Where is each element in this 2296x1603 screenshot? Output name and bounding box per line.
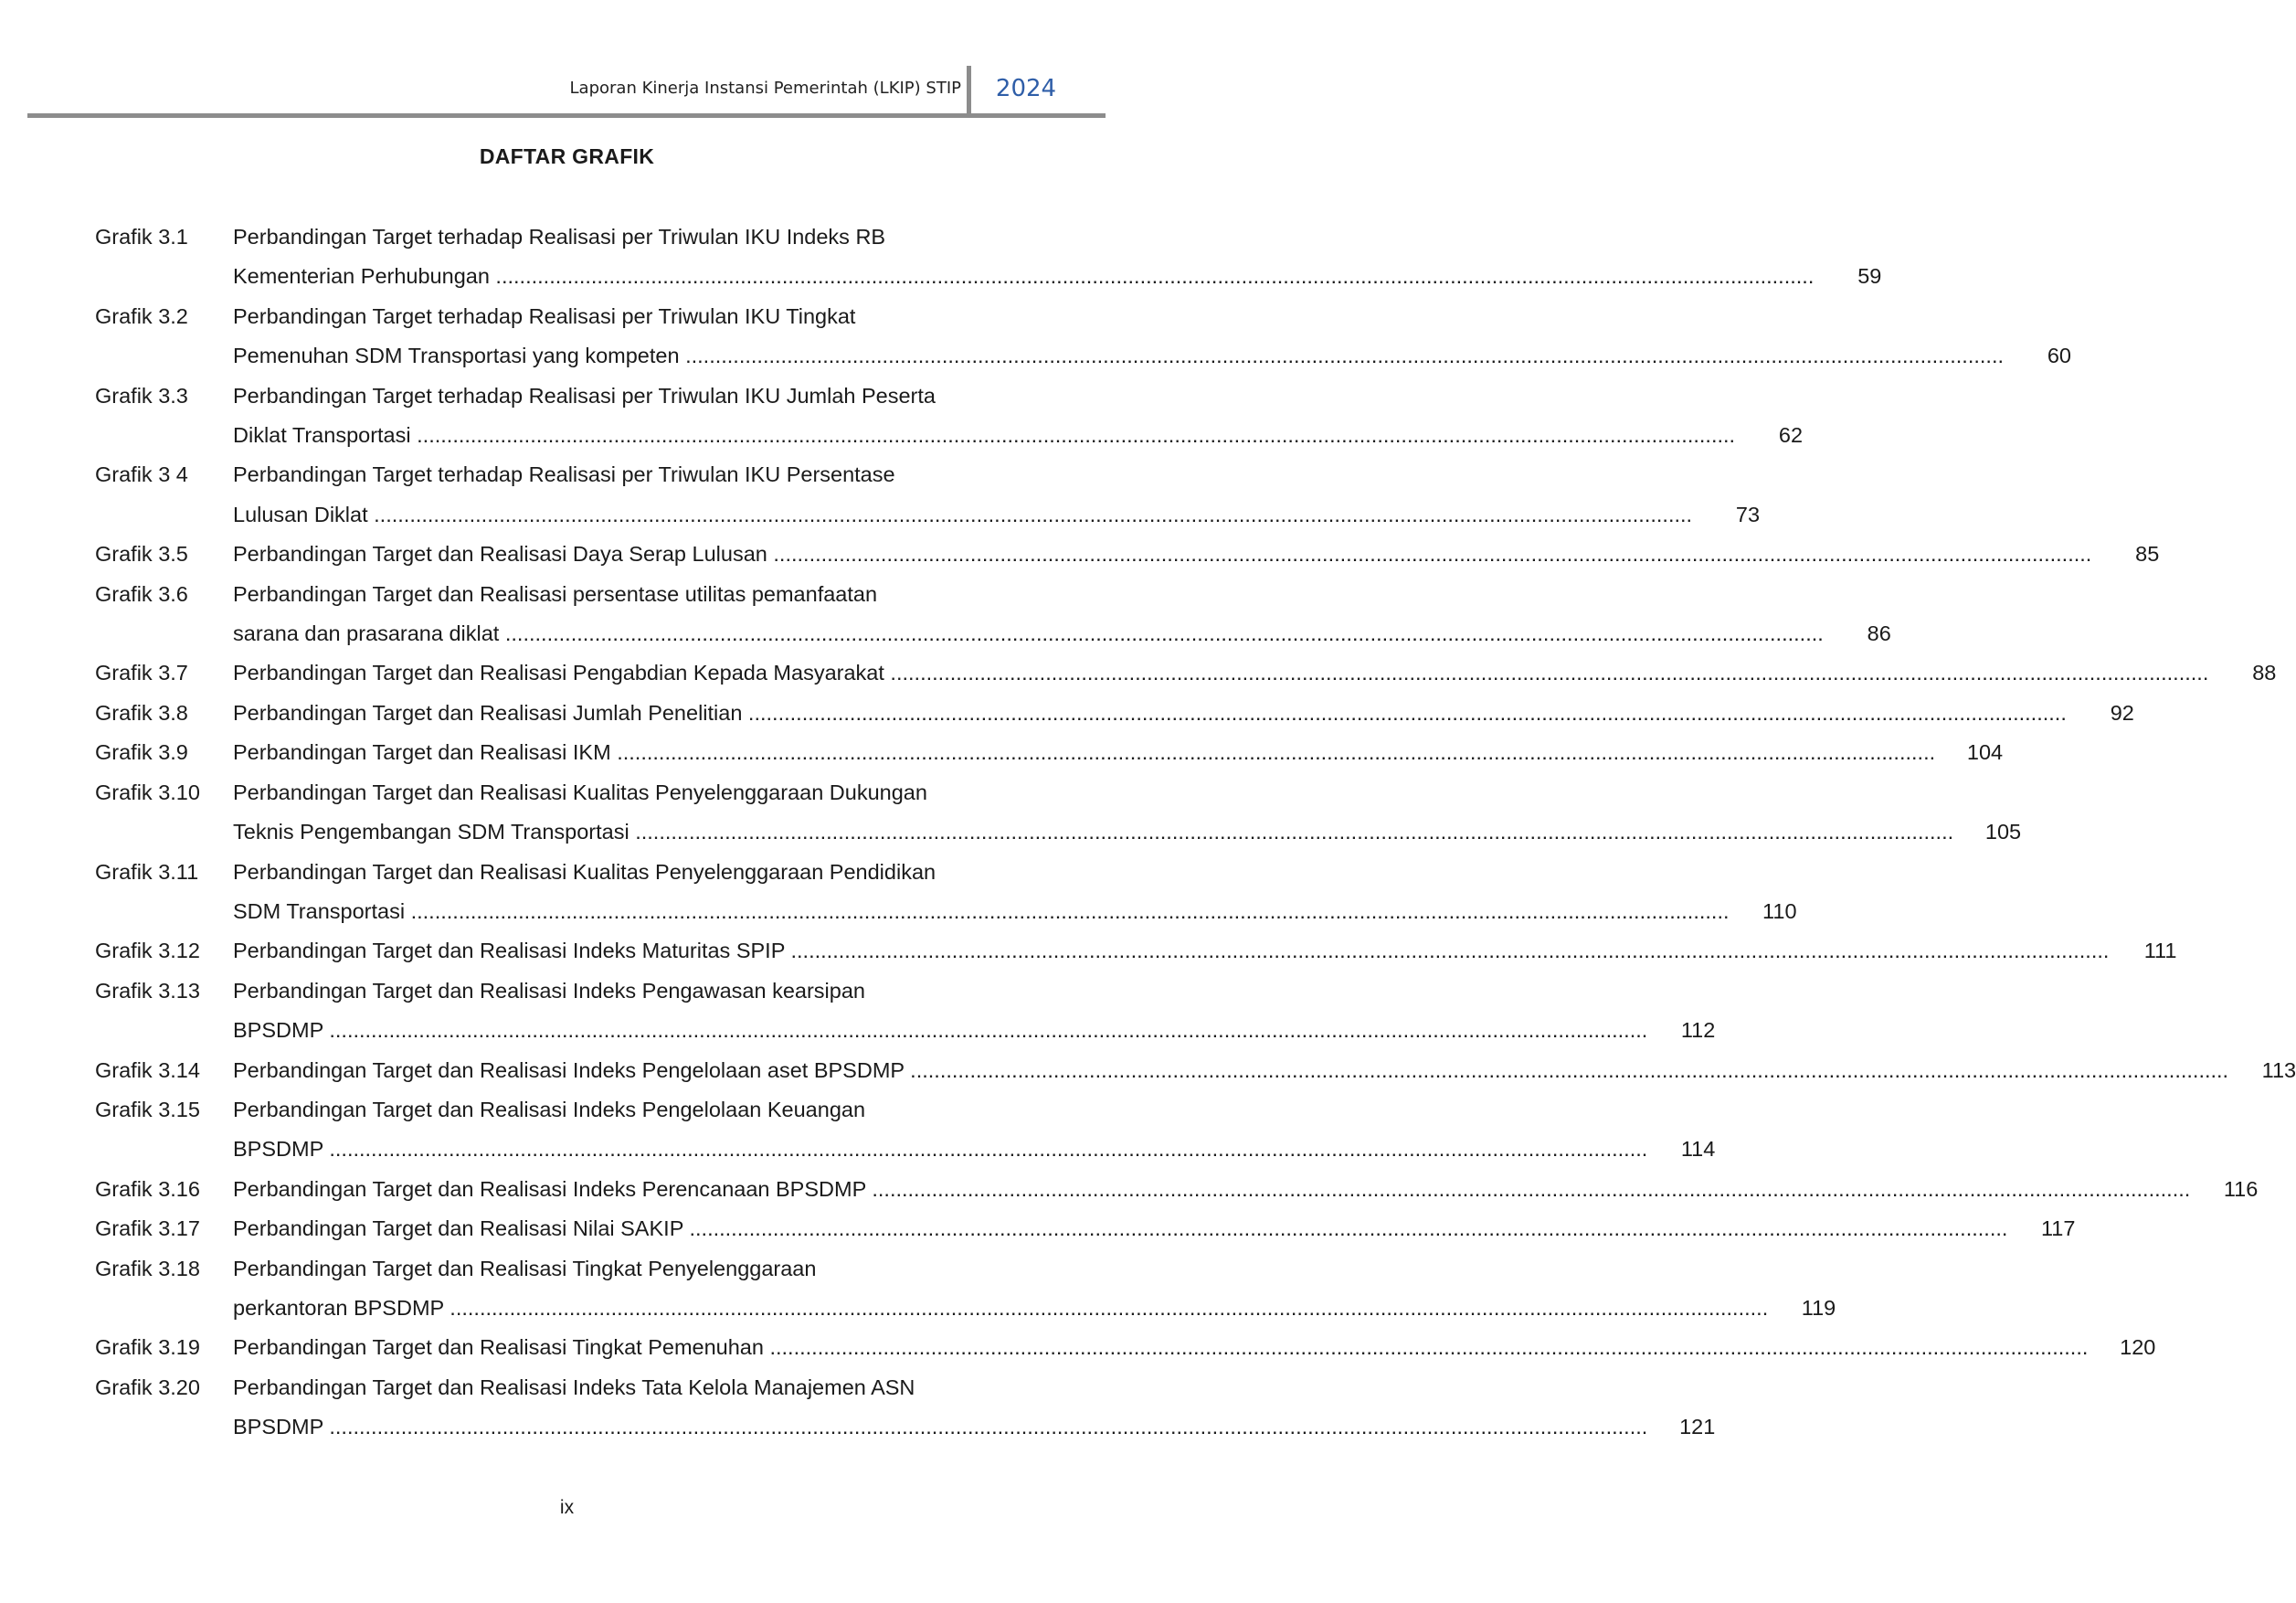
- toc-list: [95, 218, 2296, 1448]
- toc-entry-title-line: Perbandingan Target dan Realisasi Kualitas Penyelenggaraan Dukungan: [233, 780, 927, 804]
- toc-entry-label: Grafik 3.5: [95, 542, 188, 567]
- toc-entry-title-line: Perbandingan Target dan Realisasi Tingkat Penyelenggaraan: [233, 1256, 817, 1280]
- report-header-title: Laporan Kinerja Instansi Pemerintah (LKIP) STIP: [569, 79, 961, 98]
- toc-entry-last-line: [233, 1051, 2296, 1090]
- toc-entry-title-line: Perbandingan Target dan Realisasi Indeks Pengelolaan Keuangan: [233, 1097, 866, 1121]
- toc-entry-label: Grafik 3.2: [95, 303, 188, 328]
- toc-entry-page: 112: [1680, 1018, 1716, 1043]
- toc-entry-title-end: perkantoran BPSDMP .....: [233, 1289, 1768, 1328]
- header-divider: [967, 66, 971, 117]
- toc-entry-label: Grafik 3.11: [95, 859, 199, 884]
- toc-entry-last-line: [233, 812, 2021, 852]
- toc-entry-label: Grafik 3.15: [95, 1097, 200, 1121]
- toc-entry[interactable]: [95, 971, 1716, 1051]
- toc-entry-title-line: Perbandingan Target dan Realisasi Kualitas Penyelenggaraan Pendidikan: [233, 859, 936, 884]
- toc-entry-page: 117: [2040, 1216, 2076, 1241]
- toc-entry-last-line: [233, 694, 2134, 733]
- toc-entry-label: Grafik 3.10: [95, 780, 200, 804]
- toc-entry-title-end: Teknis Pengembangan SDM Transportasi .....: [233, 812, 1953, 852]
- toc-entry[interactable]: [95, 377, 1804, 456]
- toc-entry-label: Grafik 3.6: [95, 581, 188, 606]
- toc-entry-last-line: [233, 1407, 1715, 1447]
- toc-entry-last-line: [233, 1328, 2155, 1367]
- toc-entry-label: Grafik 3.7: [95, 661, 188, 685]
- toc-entry-title-end: BPSDMP .....: [233, 1130, 1647, 1169]
- toc-entry-label: Grafik 3.18: [95, 1256, 200, 1280]
- toc-entry-last-line: [233, 614, 1891, 653]
- toc-entry[interactable]: [95, 535, 2160, 574]
- toc-entry-label: Grafik 3.9: [95, 740, 188, 765]
- toc-entry-body: [233, 1249, 1836, 1329]
- toc-entry[interactable]: [95, 218, 1882, 297]
- toc-entry-label: Grafik 3.13: [95, 978, 200, 1003]
- toc-entry-label: Grafik 3.16: [95, 1176, 200, 1201]
- toc-entry-title-line: Perbandingan Target terhadap Realisasi per Triwulan IKU Indeks RB: [233, 225, 886, 249]
- toc-entry[interactable]: [95, 1209, 2076, 1248]
- toc-entry-last-line: [233, 733, 2003, 772]
- toc-entry-label: Grafik 3.14: [95, 1057, 200, 1082]
- toc-entry-title-end: Kementerian Perhubungan .....: [233, 257, 1814, 296]
- toc-entry-title-end: Diklat Transportasi .....: [233, 416, 1735, 455]
- toc-entry[interactable]: [95, 575, 1891, 654]
- toc-entry-page: 119: [1801, 1295, 1836, 1320]
- toc-entry-title-end: BPSDMP .....: [233, 1407, 1647, 1447]
- toc-entry-title-line: Perbandingan Target dan Realisasi Indeks Tata Kelola Manajemen ASN: [233, 1375, 915, 1399]
- toc-entry[interactable]: [95, 1368, 1716, 1448]
- toc-entry-page: 62: [1778, 423, 1804, 448]
- toc-entry-label: Grafik 3.19: [95, 1335, 200, 1360]
- toc-entry-page: 85: [2135, 542, 2160, 567]
- toc-entry-title-line: Perbandingan Target dan Realisasi Indeks Pengawasan kearsipan: [233, 978, 865, 1003]
- toc-entry[interactable]: [95, 297, 2071, 377]
- toc-entry-last-line: [233, 336, 2071, 376]
- toc-entry-last-line: [233, 1170, 2258, 1209]
- toc-entry-label: Grafik 3.8: [95, 700, 188, 725]
- toc-entry-title-end: sarana dan prasarana diklat .....: [233, 614, 1824, 653]
- toc-entry-body: [233, 1051, 2296, 1090]
- toc-entry-page: 60: [2047, 344, 2071, 368]
- toc-entry-body: [233, 1209, 2075, 1248]
- toc-entry-last-line: [233, 653, 2276, 693]
- report-year: 2024: [995, 75, 1057, 102]
- toc-entry-last-line: [233, 535, 2159, 574]
- toc-entry-page: 86: [1867, 621, 1891, 646]
- toc-entry-page: 120: [2120, 1335, 2156, 1360]
- toc-entry-label: Grafik 3 4: [95, 462, 188, 487]
- toc-entry-last-line: [233, 495, 1760, 535]
- toc-entry-last-line: [233, 416, 1803, 455]
- toc-entry[interactable]: [95, 653, 2277, 693]
- toc-entry-title-end: Perbandingan Target dan Realisasi Nilai SAKIP .....: [233, 1209, 2007, 1248]
- toc-entry-label: Grafik 3.1: [95, 225, 188, 249]
- toc-entry-page: 114: [1680, 1137, 1716, 1162]
- toc-entry-body: [233, 575, 1891, 654]
- toc-entry-body: [233, 535, 2159, 574]
- toc-entry-body: [233, 931, 2176, 971]
- toc-entry-title-end: SDM Transportasi .....: [233, 892, 1730, 931]
- page-title: DAFTAR GRAFIK: [479, 144, 655, 168]
- toc-entry[interactable]: [95, 931, 2177, 971]
- toc-entry-label: Grafik 3.12: [95, 939, 200, 963]
- toc-entry-body: [233, 1368, 1715, 1448]
- toc-entry-body: [233, 971, 1715, 1051]
- toc-entry-title-end: Perbandingan Target dan Realisasi Pengabdian Kepada Masyarakat .....: [233, 653, 2208, 693]
- toc-entry-title-end: Perbandingan Target dan Realisasi Daya Serap Lulusan .....: [233, 535, 2091, 574]
- toc-entry-body: [233, 1170, 2258, 1209]
- toc-entry-last-line: [233, 1011, 1715, 1050]
- toc-entry-body: [233, 377, 1803, 456]
- toc-entry-page: 105: [1984, 820, 2022, 844]
- toc-entry-body: [233, 455, 1760, 535]
- toc-entry[interactable]: [95, 1051, 2296, 1090]
- toc-entry-title-end: Perbandingan Target dan Realisasi Tingkat Pemenuhan .....: [233, 1328, 2088, 1367]
- toc-entry[interactable]: [95, 694, 2134, 733]
- toc-entry[interactable]: [95, 853, 1797, 932]
- toc-entry-title-end: Perbandingan Target dan Realisasi Indeks Pengelolaan aset BPSDMP .....: [233, 1051, 2228, 1090]
- toc-entry-page: 88: [2252, 661, 2277, 685]
- toc-entry-body: [233, 694, 2134, 733]
- toc-entry-last-line: [233, 931, 2176, 971]
- header-rule: [27, 113, 1106, 118]
- toc-entry-page: 116: [2223, 1176, 2259, 1201]
- toc-entry-body: [233, 218, 1881, 297]
- toc-entry-last-line: [233, 257, 1881, 296]
- toc-entry-title-end: Perbandingan Target dan Realisasi Indeks Maturitas SPIP .....: [233, 931, 2109, 971]
- toc-entry-body: [233, 1090, 1715, 1170]
- toc-entry-body: [233, 773, 2021, 853]
- toc-entry-page: 113: [2261, 1057, 2296, 1082]
- toc-entry[interactable]: [95, 1090, 1716, 1170]
- toc-entry[interactable]: [95, 1328, 2156, 1367]
- page-number: ix: [559, 1497, 575, 1518]
- toc-entry-body: [233, 853, 1797, 932]
- toc-entry-page: 121: [1679, 1415, 1716, 1439]
- toc-entry-label: Grafik 3.20: [95, 1375, 200, 1399]
- toc-entry-title-line: Perbandingan Target terhadap Realisasi per Triwulan IKU Persentase: [233, 462, 895, 487]
- toc-entry-title-end: Lulusan Diklat .....: [233, 495, 1692, 535]
- toc-entry-title-line: Perbandingan Target terhadap Realisasi per Triwulan IKU Jumlah Peserta: [233, 383, 936, 408]
- toc-entry-title-end: Perbandingan Target dan Realisasi IKM .....: [233, 733, 1935, 772]
- toc-entry-label: Grafik 3.17: [95, 1216, 200, 1241]
- toc-entry-page: 73: [1735, 502, 1761, 526]
- toc-entry-title-line: Perbandingan Target terhadap Realisasi per Triwulan IKU Tingkat: [233, 303, 856, 328]
- toc-entry-title-end: Perbandingan Target dan Realisasi Indeks Perencanaan BPSDMP .....: [233, 1170, 2190, 1209]
- toc-entry-last-line: [233, 1289, 1836, 1328]
- toc-entry-body: [233, 653, 2276, 693]
- toc-entry-page: 110: [1762, 898, 1797, 923]
- toc-entry-label: Grafik 3.3: [95, 383, 188, 408]
- toc-entry[interactable]: [95, 1249, 1836, 1329]
- toc-entry[interactable]: [95, 455, 1761, 535]
- toc-entry-page: 111: [2143, 939, 2177, 963]
- toc-entry-body: [233, 1328, 2155, 1367]
- toc-entry-title-end: Pemenuhan SDM Transportasi yang kompeten .....: [233, 336, 2004, 376]
- toc-entry-last-line: [233, 892, 1797, 931]
- toc-entry[interactable]: [95, 1170, 2259, 1209]
- toc-entry-body: [233, 733, 2003, 772]
- toc-entry-page: 92: [2110, 700, 2134, 725]
- toc-entry-last-line: [233, 1130, 1715, 1169]
- toc-entry-page: 59: [1857, 264, 1882, 289]
- toc-entry-title-line: Perbandingan Target dan Realisasi persentase utilitas pemanfaatan: [233, 581, 878, 606]
- toc-entry-last-line: [233, 1209, 2075, 1248]
- toc-entry[interactable]: [95, 733, 2004, 772]
- toc-entry-body: [233, 297, 2071, 377]
- toc-entry[interactable]: [95, 773, 2022, 853]
- toc-entry-title-end: Perbandingan Target dan Realisasi Jumlah Penelitian .....: [233, 694, 2067, 733]
- toc-entry-title-end: BPSDMP .....: [233, 1011, 1647, 1050]
- toc-entry-page: 104: [1966, 740, 2004, 765]
